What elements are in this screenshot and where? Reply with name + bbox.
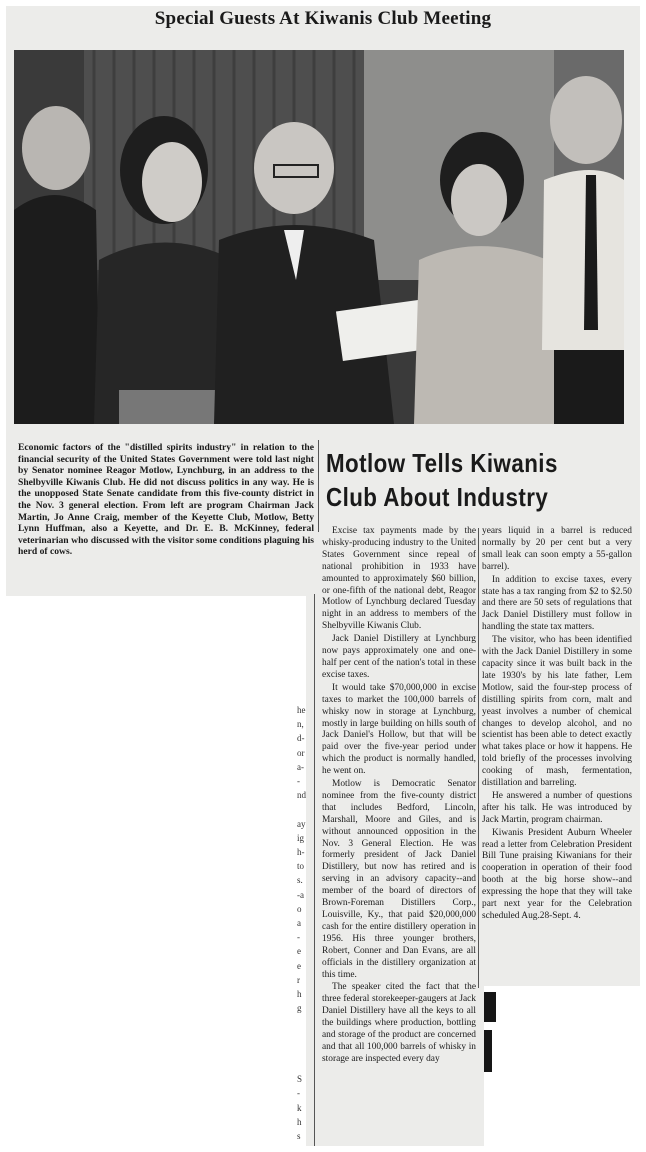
fragment-text: -a (297, 889, 304, 900)
fragment-text: s. (297, 875, 303, 886)
photo-caption: Economic factors of the "distilled spirits industry" in relation to the financial security of the United States Government were told last night by Senator nominee Reagor Motlow, Lynchburg, in an address to the Shelbyville Kiwanis Club. He did not discuss politics in any way. He is the unopposed State Senate candidate from this five-county district in the Nov. 3 general election. From left are program Chairman Jack Martin, Jo Anne Craig, member of the Keyette Club, Motlow, Betty Lynn Huffman, also a Keyette, and Dr. E. B. McKinney, federal veterinarian who discussed with the visitor some conditions plaguing his herd of cows. (18, 442, 314, 558)
paragraph: In addition to excise taxes, every state has a tax ranging from $2 to $2.50 and there are 50 sets of regulations that Jack Daniel Distillery must follow in handling the state tax matters. (482, 574, 632, 633)
fragment-text: - (297, 1088, 300, 1099)
paragraph: Motlow is Democratic Senator nominee from the five-county district that includes Bedford, Lincoln, Marshall, Moore and Giles, and is without announced opposition in the Nov. 3 General Election. He was formerly president of Jack Daniel Distillery, but now has retired and is serving in an advisory capacity--and member of the board of directors of Brown-Foreman Distillers Corp., Louisville, Ky., that paid $20,000,000 cash for the entire distillery operation in 1956. His three younger brothers, Robert, Conner and Dan Evans, are all officials in the distillery organization at this time. (322, 779, 476, 980)
fragment-text: o (297, 903, 302, 914)
fragment-text: h (297, 1116, 302, 1127)
fragment-text: e (297, 946, 301, 957)
fragment-text: ig (297, 832, 305, 843)
paragraph: Excise tax payments made by the whisky-producing industry to the United States Government since repeal of national prohibition in 1933 have amounted to approximately $60 billion, or one-fifth of the national debt, Reagor Motlow of Lynchburg declared Tuesday night in an address to members of the Shelbyville Kiwanis Club. (322, 526, 476, 632)
fragment-text: h (297, 989, 302, 999)
fragment-text: - (297, 932, 300, 943)
fragment-text: or (297, 747, 305, 758)
fragment-text: a- (297, 761, 304, 772)
article-column-2 (482, 526, 632, 924)
main-headline: Motlow Tells Kiwanis Club About Industry (326, 448, 558, 512)
blank-area (484, 986, 640, 1150)
fragment-text: k (297, 1102, 302, 1113)
fragment-text: s (297, 1131, 301, 1141)
news-photo (14, 50, 624, 424)
fragment-text: to (297, 861, 305, 872)
fragment-text: - (297, 776, 300, 786)
fragment-text: e (297, 960, 301, 971)
adjacent-headline-fragment (484, 1030, 492, 1072)
photo-five-people-icon (14, 50, 624, 424)
fragment-text: S (297, 1074, 303, 1085)
paragraph: Kiwanis President Auburn Wheeler read a letter from Celebration President Bill Tune praising Kiwanians for their cooperation in operation of their food booth at the big horse show--and expressing the hope that they will take part next year for the Celebration scheduled Aug.28-Sept. 4. (482, 827, 632, 921)
fragment-text: nd (297, 790, 306, 801)
fragment-text: n, (297, 719, 304, 730)
paragraph: The speaker cited the fact that the three federal storekeeper-gaugers at Jack Daniel Distillery have all the keys to all the buildings where production, bottling and storage of the product are concerned and that all 100,000 barrels of whisky in storage are inspected every day (322, 982, 476, 1064)
paragraph: It would take $70,000,000 in excise taxes to market the 100,000 barrels of whisky now in storage at Lynchburg, mostly in large building on hills south of Jack Daniel's Hollow, but that will be paid over the five-year period under which the product is normally handled, he went on. (322, 682, 476, 777)
top-headline: Special Guests At Kiwanis Club Meeting (154, 8, 492, 29)
fragment-text: g (297, 1003, 302, 1014)
fragment-text: d- (297, 733, 305, 744)
column-rule (314, 594, 315, 1146)
paragraph: The visitor, who has been identified with the Jack Daniel Distillery in some capacity since it was built back in the late 1930's by his late father, Lem Motlow, said the four-step process of distilling spirits from corn, malt and yeast involves a number of chemical changes to develop alcohol, and no scientist has been able to detect exactly what takes place or how it happens. He told briefly of the processes involving cooking of mash, fermentation, distillation and barreling. (482, 635, 632, 789)
fragment-text: r (297, 974, 300, 985)
article-column-1 (322, 526, 476, 1067)
column-rule (478, 528, 479, 988)
fragment-text: he (297, 705, 306, 715)
column-rule (318, 440, 319, 532)
fragment-text: ay (297, 818, 306, 829)
paragraph: years liquid in a barrel is reduced normally by 20 per cent but a very small leak can soon empty a 55-gallon barrel). (482, 526, 632, 572)
fragment-text: a (297, 918, 301, 928)
paragraph: Jack Daniel Distillery at Lynchburg now pays approximately one and one-half per cent of the nation's total in these excise taxes. (322, 634, 476, 680)
fragment-text: h- (297, 847, 305, 857)
adjacent-headline-fragment (484, 992, 496, 1022)
paragraph: He answered a number of questions after his talk. He was introduced by Jack Martin, program chairman. (482, 790, 632, 825)
